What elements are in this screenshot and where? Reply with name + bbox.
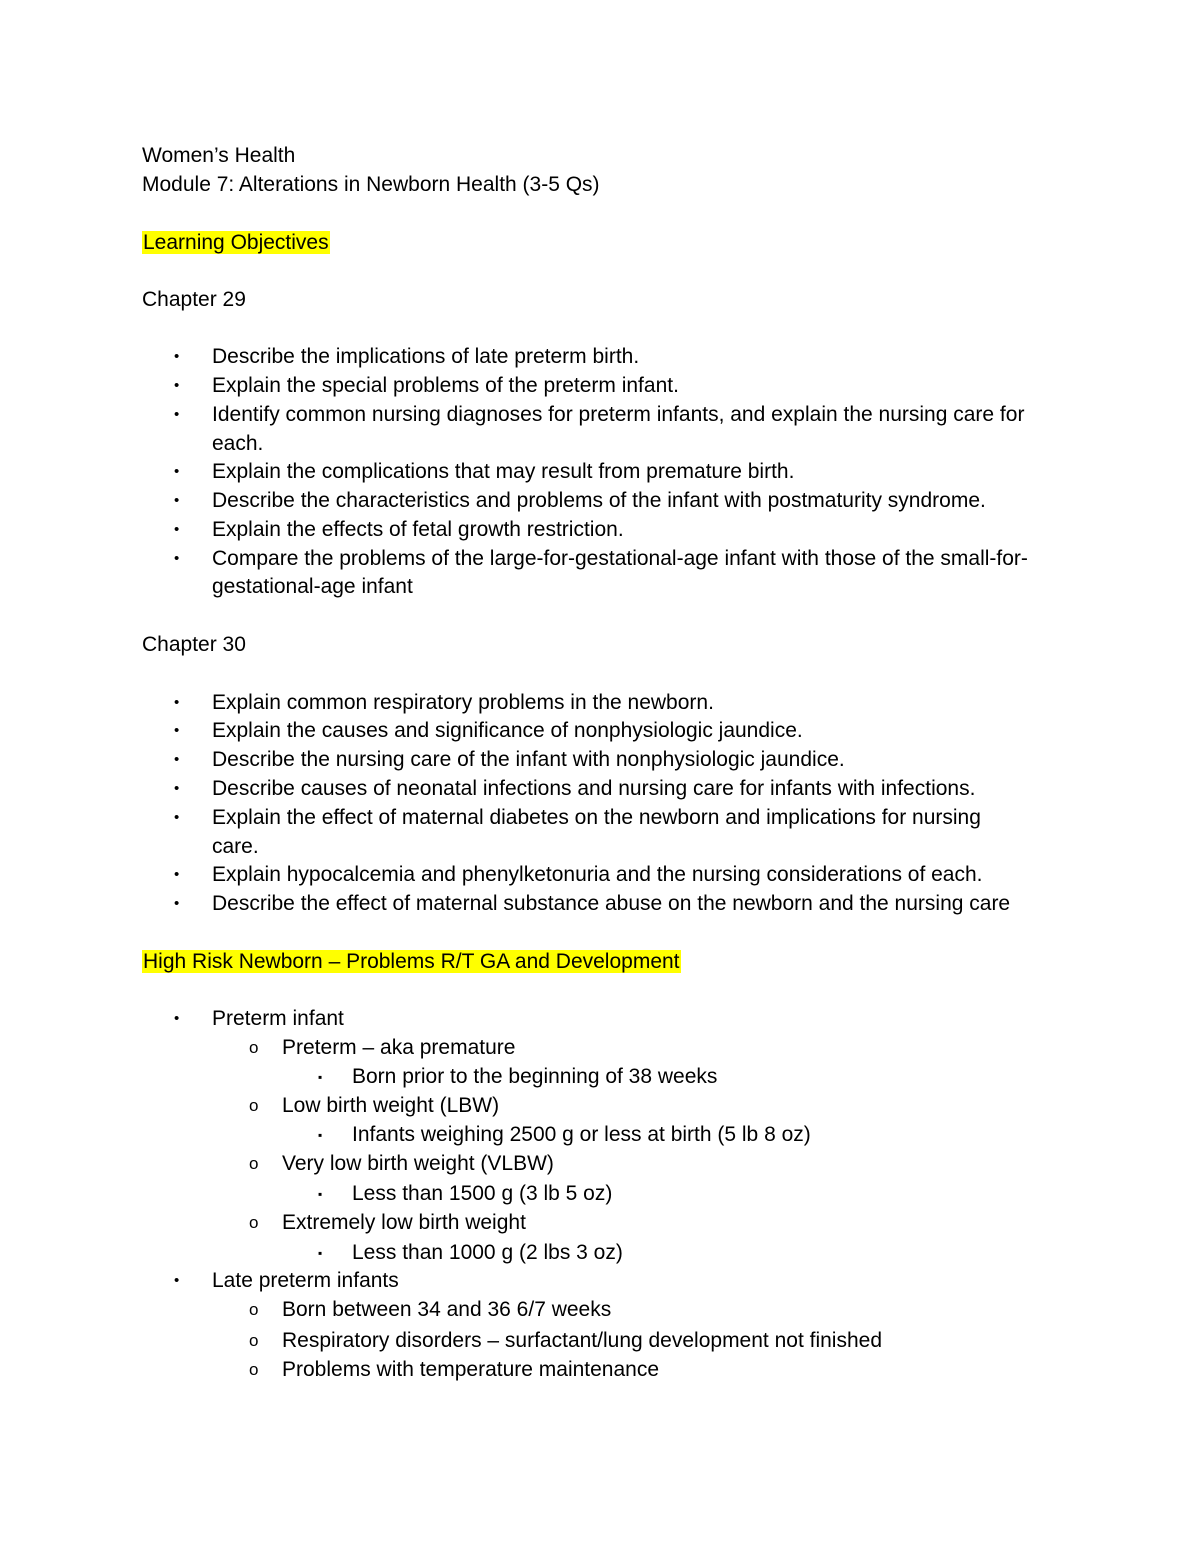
high-risk-heading: High Risk Newborn – Problems R/T GA and Development — [143, 950, 680, 973]
list-item: Explain the effects of fetal growth restriction. — [212, 518, 624, 541]
sub-list-item: Extremely low birth weight — [282, 1211, 526, 1234]
square-bullet-icon: ▪ — [318, 1070, 323, 1084]
module-title: Module 7: Alterations in Newborn Health (3-5 Qs) — [142, 173, 600, 196]
bullet-icon: • — [174, 780, 180, 797]
chapter-29-title: Chapter 29 — [142, 288, 246, 311]
list-item: Compare the problems of the large-for-gestational-age infant with those of the small-for- — [212, 547, 1028, 570]
bullet-icon: • — [174, 463, 180, 480]
list-item: Explain hypocalcemia and phenylketonuria and the nursing considerations of each. — [212, 863, 983, 886]
list-item-continuation: each. — [212, 432, 264, 455]
sub-sub-list-item: Born prior to the beginning of 38 weeks — [352, 1065, 718, 1088]
list-item: Describe the characteristics and problems of the infant with postmaturity syndrome. — [212, 489, 986, 512]
list-item: Explain the special problems of the preterm infant. — [212, 374, 679, 397]
circle-bullet-icon: o — [249, 1331, 259, 1350]
bullet-icon: • — [174, 751, 180, 768]
bullet-icon: • — [174, 1010, 180, 1027]
list-item: Describe causes of neonatal infections and nursing care for infants with infections. — [212, 777, 976, 800]
sub-list-item: Very low birth weight (VLBW) — [282, 1152, 554, 1175]
bullet-icon: • — [174, 492, 180, 509]
bullet-icon: • — [174, 550, 180, 567]
sub-sub-list-item: Less than 1000 g (2 lbs 3 oz) — [352, 1241, 623, 1264]
bullet-icon: • — [174, 348, 180, 365]
square-bullet-icon: ▪ — [318, 1128, 323, 1142]
bullet-icon: • — [174, 694, 180, 711]
bullet-icon: • — [174, 722, 180, 739]
chapter-30-title: Chapter 30 — [142, 633, 246, 656]
bullet-icon: • — [174, 1272, 180, 1289]
learning-objectives-heading: Learning Objectives — [143, 231, 329, 254]
list-item: Describe the implications of late preterm birth. — [212, 345, 640, 368]
list-item: Explain common respiratory problems in the newborn. — [212, 691, 714, 714]
bullet-icon: • — [174, 895, 180, 912]
sub-list-item: Problems with temperature maintenance — [282, 1358, 660, 1381]
sub-list-item: Respiratory disorders – surfactant/lung development not finished — [282, 1329, 882, 1352]
list-item: Identify common nursing diagnoses for preterm infants, and explain the nursing care for — [212, 403, 1025, 426]
list-item-continuation: gestational-age infant — [212, 575, 413, 598]
circle-bullet-icon: o — [249, 1300, 259, 1319]
circle-bullet-icon: o — [249, 1360, 259, 1379]
bullet-icon: • — [174, 406, 180, 423]
list-item-continuation: care. — [212, 835, 259, 858]
list-item: Explain the effect of maternal diabetes on the newborn and implications for nursing — [212, 806, 981, 829]
list-item: Preterm infant — [212, 1007, 344, 1030]
sub-sub-list-item: Less than 1500 g (3 lb 5 oz) — [352, 1182, 613, 1205]
sub-list-item: Preterm – aka premature — [282, 1036, 516, 1059]
sub-list-item: Low birth weight (LBW) — [282, 1094, 500, 1117]
square-bullet-icon: ▪ — [318, 1187, 323, 1201]
circle-bullet-icon: o — [249, 1038, 259, 1057]
bullet-icon: • — [174, 377, 180, 394]
circle-bullet-icon: o — [249, 1154, 259, 1173]
bullet-icon: • — [174, 809, 180, 826]
list-item: Explain the causes and significance of nonphysiologic jaundice. — [212, 719, 803, 742]
list-item: Late preterm infants — [212, 1269, 399, 1292]
course-title: Women’s Health — [142, 144, 296, 167]
list-item: Describe the nursing care of the infant with nonphysiologic jaundice. — [212, 748, 845, 771]
sub-sub-list-item: Infants weighing 2500 g or less at birth (5 lb 8 oz) — [352, 1123, 811, 1146]
list-item: Describe the effect of maternal substance abuse on the newborn and the nursing care — [212, 892, 1011, 915]
bullet-icon: • — [174, 866, 180, 883]
circle-bullet-icon: o — [249, 1213, 259, 1232]
circle-bullet-icon: o — [249, 1096, 259, 1115]
bullet-icon: • — [174, 521, 180, 538]
sub-list-item: Born between 34 and 36 6/7 weeks — [282, 1298, 612, 1321]
list-item: Explain the complications that may result from premature birth. — [212, 460, 795, 483]
square-bullet-icon: ▪ — [318, 1246, 323, 1260]
